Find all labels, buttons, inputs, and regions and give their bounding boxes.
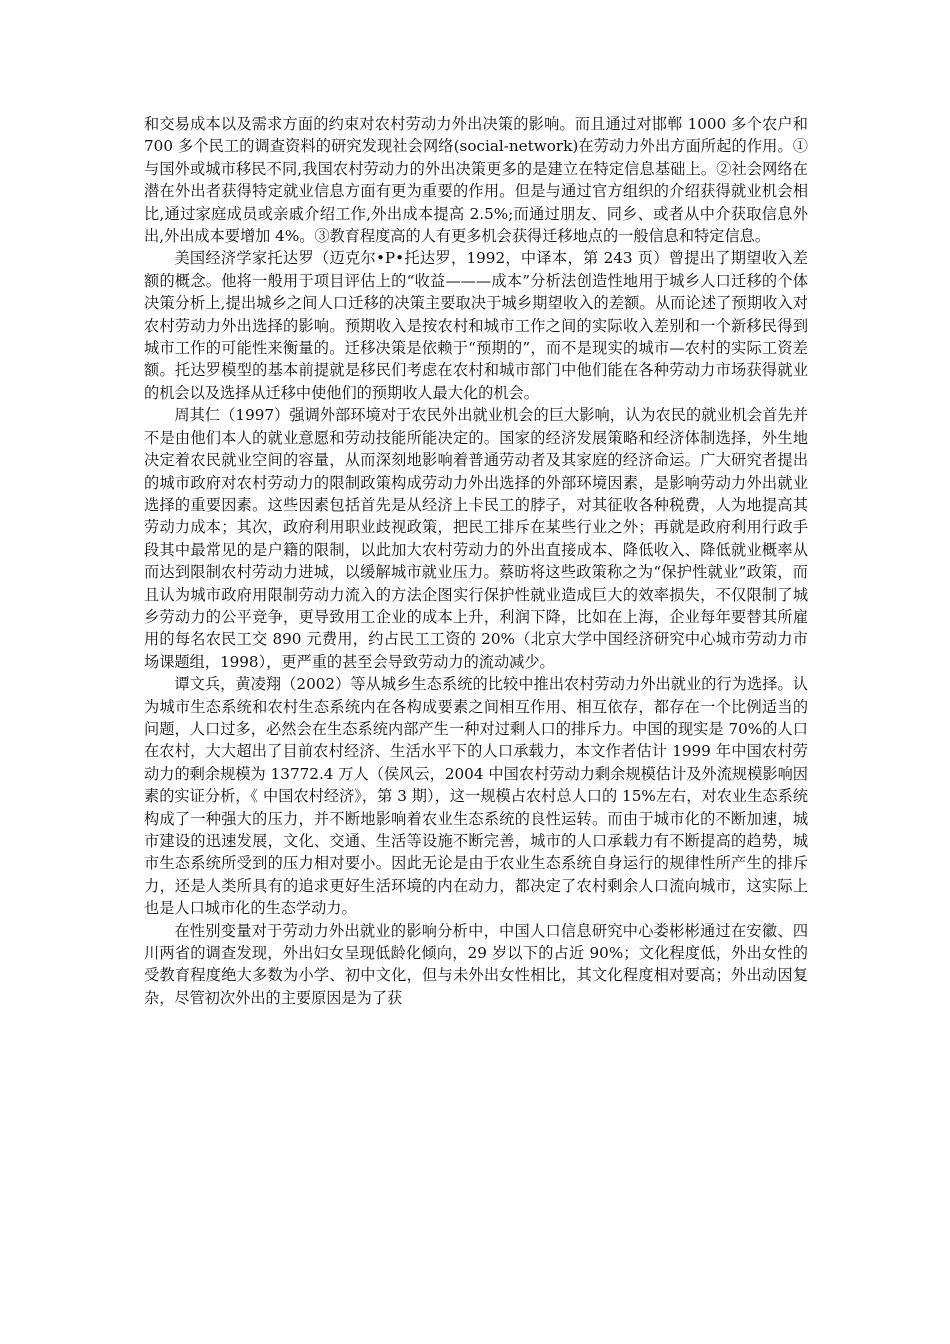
paragraph-tan-wenbing: 谭文兵，黄凌翔（2002）等从城乡生态系统的比较中推出农村劳动力外出就业的行为选择。认为城市生态系统和农村生态系统内在各构成要素之间相互作用、相互依存，都存在一个比例适当的问题，人口过多，必然会在生态系统内部产生一种对过剩人口的排斥力。中国的现实是 70%的人口在农村，大大超出了目前农村经济、生活水平下的人口承载力，本文作者估计 1999 年中国农村劳动力的剩余规模为 13772.4 万人（侯风云，2004 中国农村劳动力剩余规模估计及外流规模影响因素的实证分析，《 中国农村经济》，第 3 期），这一规模占农村总人口的 15%左右，对农业生态系统构成了一种强大的压力，并不断地影响着农业生态系统的良性运转。而由于城市化的不断加速，城市建设的迅速发展，文化、交通、生活等设施不断完善，城市的人口承载力有不断提高的趋势，城市生态系统所受到的压力相对要小。因此无论是由于农业生态系统自身运行的规律性所产生的排斥力，还是人类所具有的追求更好生活环境的内在动力，都决定了农村剩余人口流向城市，这实际上也是人口城市化的生态学动力。 — [144, 675, 808, 918]
paragraph-gender: 在性别变量对于劳动力外出就业的影响分析中，中国人口信息研究中心娄彬彬通过在安徽、四川两省的调查发现，外出妇女呈现低龄化倾向，29 岁以下的占近 90%；文化程度低，外出女性的受教育程度绝大多数为小学、初中文化，但与未外出女性相比，其文化程度相对要高；外出动因复杂，尽管初次外出的主要原因是为了获 — [144, 921, 808, 1007]
paragraph-social-network: 和交易成本以及需求方面的约束对农村劳动力外出决策的影响。而且通过对邯郸 1000 多个农户和 700 多个民工的调查资料的研究发现社会网络(social-network)在劳动力外出方面所起的作用。①与国外或城市移民不同,我国农村劳动力的外出决策更多的是建立在特定信息基础上。②社会网络在潜在外出者获得特定就业信息方面有更为重要的作用。但是与通过官方组织的介绍获得就业机会相比,通过家庭成员或亲戚介绍工作,外出成本提高 2.5%;而通过朋友、同乡、或者从中介获取信息外出,外出成本要增加 4%。③教育程度高的人有更多机会获得迁移地点的一般信息和特定信息。 — [144, 115, 808, 246]
document-page — [144, 113, 808, 1009]
paragraph-todaro: 美国经济学家托达罗（迈克尔•P•托达罗，1992，中译本，第 243 页）曾提出了期望收入差额的概念。他将一般用于项目评估上的“收益———成本”分析法创造性地用于城乡人口迁移的个体决策分析上,提出城乡之间人口迁移的决策主要取决于城乡期望收入的差额。从而论述了预期收入对农村劳动力外出选择的影响。预期收入是按农村和城市工作之间的实际收入差别和一个新移民得到城市工作的可能性来衡量的。迁移决策是依赖于“预期的”，而不是现实的城市—农村的实际工资差额。托达罗模型的基本前提就是移民们考虑在农村和城市部门中他们能在各种劳动力市场获得就业的机会以及选择从迁移中使他们的预期收人最大化的机会。 — [144, 249, 808, 402]
paragraph-zhou-qiren: 周其仁（1997）强调外部环境对于农民外出就业机会的巨大影响，认为农民的就业机会首先并不是由他们本人的就业意愿和劳动技能所能决定的。国家的经济发展策略和经济体制选择，外生地决定着农民就业空间的容量，从而深刻地影响着普通劳动者及其家庭的经济命运。广大研究者提出的城市政府对农村劳动力的限制政策构成劳动力外出选择的外部环境因素，是影响劳动力外出就业选择的重要因素。这些因素包括首先是从经济上卡民工的脖子，对其征收各种税费，人为地提高其劳动力成本；其次，政府利用职业歧视政策，把民工排斥在某些行业之外；再就是政府利用行政手段其中最常见的是户籍的限制，以此加大农村劳动力的外出直接成本、降低收入、降低就业概率从而达到限制农村劳动力进城，以缓解城市就业压力。蔡昉将这些政策称之为“保护性就业”政策，而且认为城市政府用限制劳动力流入的方法企图实行保护性就业造成巨大的效率损失，不仅限制了城乡劳动力的公平竞争，更导致用工企业的成本上升，利润下降，比如在上海，企业每年要替其所雇用的每名农民工交 890 元费用，约占民工工资的 20%（北京大学中国经济研究中心城市劳动力市场课题组，1998），更严重的甚至会导致劳动力的流动减少。 — [144, 406, 808, 671]
